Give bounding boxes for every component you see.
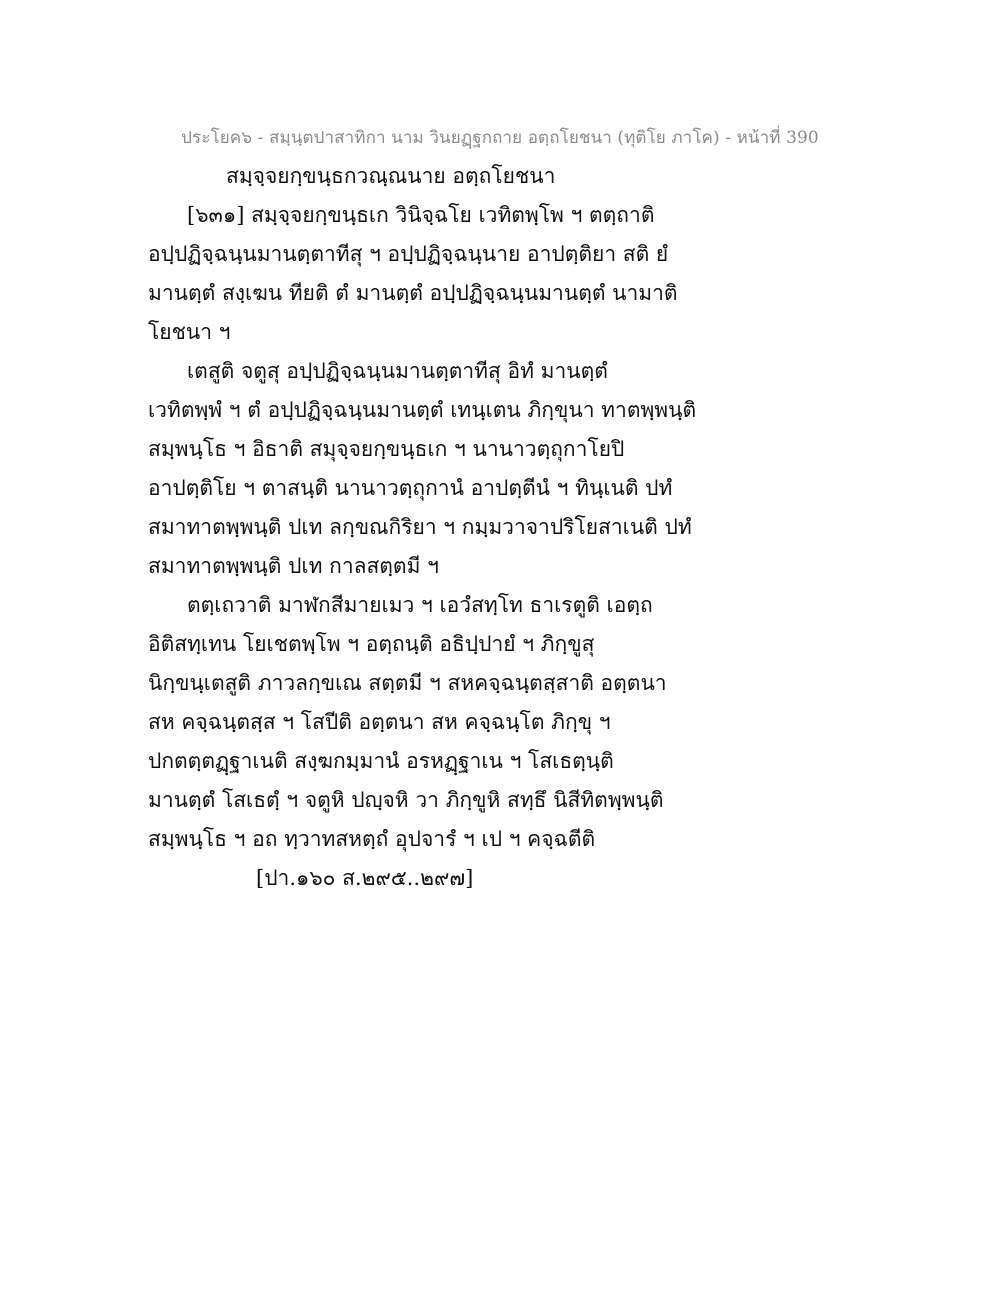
paragraph-line: สมฺพนฺโธ ฯ อิธาติ สมุจฺจยกฺขนฺธเก ฯ นานาวตฺถุกาโยปิ [148,437,625,461]
paragraph-line: สห คจฺฉนฺตสฺส ฯ โสปีติ อตฺตนา สห คจฺฉนฺโต ภิกฺขุ ฯ [148,710,611,734]
paragraph-line: โยชนา ฯ [148,320,231,344]
paragraph-line: ตตฺเถวาติ มาฬกสีมายเมว ฯ เอวํสทฺโท ธาเรตูติ เอตฺถ [187,593,653,617]
paragraph-line: สมฺพนฺโธ ฯ อถ ทฺวาทสหตฺถํ อุปจารํ ฯ เป ฯ คจฺฉตีติ [148,827,596,851]
running-header: ประโยค๖ - สมฺนฺตปาสาทิกา นาม วินยฏฺฐกถาย อตฺถโยชนา (ทุติโย ภาโค) - หน้าที่ 390 [181,128,819,148]
paragraph-line: ปกตตฺตฏฺฐาเนติ สงฺฆกมฺมานํ อรหฏฺฐาเน ฯ โสเธตฺนฺติ [148,749,614,773]
paragraph-line: สมาทาตพฺพนฺติ ปเท กาลสตฺตมี ฯ [148,554,439,578]
body-text [148,160,697,901]
section-title: สมฺจฺจยกฺขนฺธกวณฺณนาย อตฺถโยชนา [226,164,556,188]
paragraph-line: มานตฺตํ สงฺเฆน ทียติ ตํ มานตฺตํ อปฺปฏิจฺฉนฺนมานตฺตํ นามาติ [148,281,678,305]
paragraph-line: [๖๓๑] สมฺจฺจยกฺขนฺธเก วินิจฺฉโย เวทิตพฺโพ ฯ ตตฺถาติ [187,203,655,227]
reference-citation: [ปา.๑๖๐ ส.๒๙๕..๒๙๗] [256,866,474,890]
paragraph-line: เตสูติ จตูสุ อปฺปฏิจฺฉนฺนมานตฺตาทีสุ อิทํ มานตฺตํ [187,359,608,383]
paragraph-line: สมาทาตพฺพนฺติ ปเท ลกฺขณกิริยา ฯ กมฺมวาจาปริโยสาเนติ ปทํ [148,515,692,539]
paragraph-line: อิติสทฺเทน โยเชตพฺโพ ฯ อตฺถนฺติ อธิปฺปายํ ฯ ภิกฺขูสุ [148,632,595,656]
paragraph-line: อปฺปฏิจฺฉนฺนมานตฺตาทีสุ ฯ อปฺปฏิจฺฉนฺนาย อาปตฺติยา สติ ยํ [148,242,669,266]
paragraph-line: เวทิตพฺพํ ฯ ตํ อปฺปฏิจฺฉนฺนมานตฺตํ เทนฺเตน ภิกฺขุนา ทาตพฺพนฺติ [148,398,697,422]
paragraph-line: มานตฺตํ โสเธตฺํ ฯ จตูหิ ปญฺจหิ วา ภิกฺขูหิ สทฺธึ นิสีทิตพฺพนฺติ [148,788,664,812]
paragraph-line: อาปตฺติโย ฯ ตาสนฺติ นานาวตฺถุกานํ อาปตฺตีนํ ฯ ทินฺเนติ ปทํ [148,476,673,500]
paragraph-line: นิกฺขนฺเตสูติ ภาวลกฺขเณ สตฺตมี ฯ สหคจฺฉนฺตสฺสาติ อตฺตนา [148,671,667,695]
